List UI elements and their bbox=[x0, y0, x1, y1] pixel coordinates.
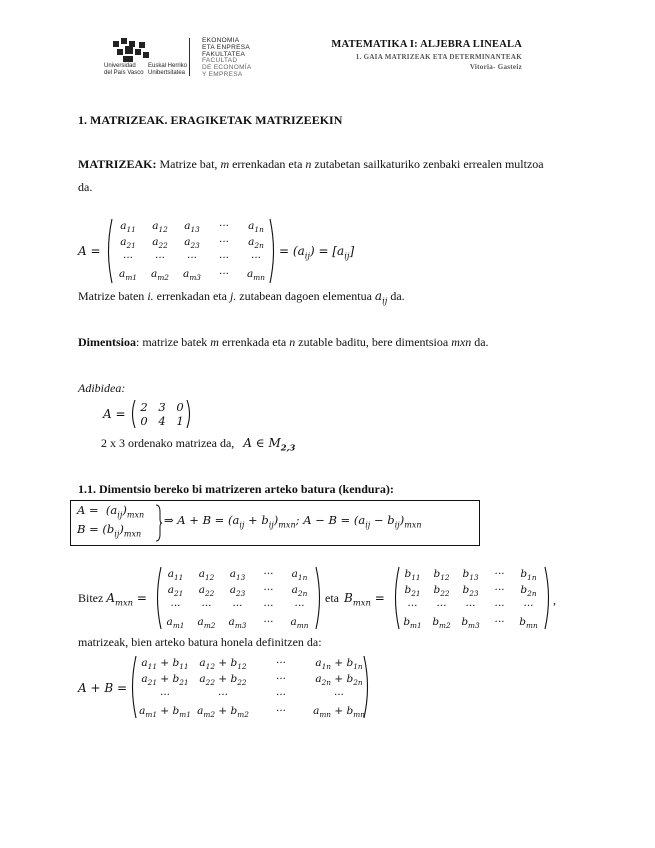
matrix-cell: ··· bbox=[494, 584, 505, 596]
b-matrix-grid bbox=[398, 568, 548, 630]
b-matrix-right-paren bbox=[543, 566, 553, 630]
matrix-cell: 1 bbox=[176, 414, 184, 428]
matrix-cell: ··· bbox=[436, 600, 447, 612]
matrix-cell: ··· bbox=[494, 568, 505, 580]
box-line-a: $A = (a_{ij})_{mxn}$ bbox=[77, 503, 145, 520]
matrix-cell: 0 bbox=[176, 400, 184, 414]
matrix-cell: $a_{1n} + b_{1n}$ bbox=[315, 657, 363, 672]
faculty-line: EKONOMIA bbox=[202, 37, 240, 44]
sum-sentence: matrizeak, bien arteko batura honela definitzen da: bbox=[78, 635, 322, 649]
matrizeak-paragraph-end: da. bbox=[78, 180, 93, 194]
matrix-cell: $a_{11} + b_{11}$ bbox=[141, 657, 189, 672]
trailing-comma: , bbox=[553, 593, 556, 607]
matrix-cell: $a_{22} + b_{22}$ bbox=[199, 673, 247, 688]
faculty-line: FACULTAD bbox=[202, 57, 238, 65]
bmxn-label: $B_{mxn}$ = bbox=[344, 591, 385, 608]
sum-matrix-grid bbox=[136, 657, 368, 719]
matrix-cell: ··· bbox=[201, 600, 212, 612]
text-run: zutabetan sailkaturiko zenbaki errealen multzoa bbox=[311, 157, 544, 171]
matrix-cell: $a_{12}$ bbox=[198, 568, 215, 583]
matrix-cell: ··· bbox=[494, 600, 505, 612]
matrix-cell: ··· bbox=[275, 705, 286, 717]
subsection-title: 1.1. Dimentsio bereko bi matrizeren arteko batura (kendura): bbox=[78, 482, 394, 496]
matrix-cell: $a_{21} + b_{21}$ bbox=[141, 673, 189, 688]
text-run: zutabean dagoen elementua bbox=[236, 289, 375, 303]
matrix-cell: ··· bbox=[333, 689, 344, 701]
var-m: m bbox=[210, 335, 219, 349]
matrix-cell: $a_{22}$ bbox=[198, 584, 215, 599]
general-matrix-grid bbox=[112, 220, 272, 284]
matrix-cell: $b_{21}$ bbox=[404, 584, 421, 599]
matrix-cell: ··· bbox=[154, 252, 165, 264]
text-run: errenkada eta bbox=[218, 335, 290, 349]
matrix-cell: ··· bbox=[523, 600, 534, 612]
matrix-cell: ··· bbox=[217, 689, 228, 701]
example-right-paren bbox=[185, 399, 193, 429]
matrix-cell: $a_{m2} + b_{m2}$ bbox=[197, 705, 249, 720]
dimentsioa-label: Dimentsioa bbox=[78, 335, 136, 349]
general-matrix-lhs: A = bbox=[78, 244, 101, 258]
example-label: Adibidea: bbox=[78, 381, 126, 395]
faculty-line: ETA ENPRESA bbox=[202, 43, 250, 51]
text-run: da. bbox=[471, 335, 489, 349]
var-m: m bbox=[220, 157, 230, 171]
matrix-cell: $b_{13}$ bbox=[462, 568, 479, 583]
matrix-cell: ··· bbox=[159, 689, 170, 701]
matrix-cell: $b_{11}$ bbox=[404, 568, 421, 583]
index-j: j. bbox=[229, 289, 237, 303]
matrix-cell: ··· bbox=[465, 600, 476, 612]
matrix-cell: ··· bbox=[407, 600, 418, 612]
logo-upv-line: Universidad bbox=[104, 63, 136, 69]
dimentsioa-paragraph bbox=[78, 335, 489, 350]
matrix-cell: ··· bbox=[275, 657, 286, 669]
element-aij: $a_{ij}$ bbox=[374, 289, 388, 306]
matrix-cell: $a_{m2}$ bbox=[151, 268, 169, 283]
text-run: Matrize baten bbox=[78, 289, 148, 303]
matrix-cell: $b_{m3}$ bbox=[461, 616, 480, 631]
example-matrix-lhs: A = bbox=[103, 407, 126, 421]
a-matrix-right-paren bbox=[314, 566, 324, 630]
matrix-cell: $a_{12}$ bbox=[152, 220, 168, 235]
text-run: zutable baditu, bere dimentsioa bbox=[295, 335, 452, 349]
matrix-cell: ··· bbox=[494, 616, 505, 628]
bitez-label bbox=[78, 591, 147, 607]
faculty-logo-text bbox=[202, 38, 252, 79]
matrizeak-label: MATRIZEAK: bbox=[78, 157, 157, 171]
matrix-cell: $b_{22}$ bbox=[433, 584, 450, 599]
matrix-cell: ··· bbox=[186, 252, 197, 264]
general-matrix-rhs: = $(a_{ij}) = [a_{ij}]$ bbox=[279, 244, 355, 261]
matrix-cell: ··· bbox=[232, 600, 243, 612]
matrix-cell: $a_{23}$ bbox=[229, 584, 246, 599]
text-run: da. bbox=[387, 289, 405, 303]
header-subtitle: 1. GAIA MATRIZEAK ETA DETERMINANTEAK bbox=[355, 53, 522, 61]
matrizeak-paragraph bbox=[78, 157, 544, 172]
matrix-cell: $b_{2n}$ bbox=[520, 584, 537, 599]
matrix-cell: $a_{mn} + b_{mn}$ bbox=[313, 705, 365, 720]
university-emblem-icon bbox=[113, 38, 153, 62]
element-sentence bbox=[78, 289, 405, 305]
matrix-cell: ··· bbox=[250, 252, 261, 264]
matrix-cell: $a_{21}$ bbox=[167, 584, 184, 599]
matrix-cell: $a_{2n}$ bbox=[248, 236, 264, 251]
definition-box bbox=[70, 500, 480, 546]
matrix-cell: $a_{m1}$ bbox=[119, 268, 137, 283]
logo-upv-line: del País Vasco bbox=[104, 70, 144, 76]
matrix-cell: ··· bbox=[275, 689, 286, 701]
matrix-cell: $b_{m2}$ bbox=[432, 616, 451, 631]
header-title: MATEMATIKA I: ALJEBRA LINEALA bbox=[331, 39, 522, 50]
index-i: i. bbox=[147, 289, 154, 303]
general-matrix-right-paren bbox=[268, 218, 278, 284]
faculty-line: DE ECONOMÍA bbox=[202, 64, 252, 72]
matrix-cell: $a_{m2}$ bbox=[197, 616, 216, 631]
matrix-cell: $a_{2n}$ bbox=[291, 584, 308, 599]
matrix-cell: $a_{13}$ bbox=[229, 568, 246, 583]
matrix-cell: $a_{12} + b_{12}$ bbox=[199, 657, 247, 672]
matrix-cell: $b_{23}$ bbox=[462, 584, 479, 599]
faculty-line: FAKULTATEA bbox=[202, 50, 246, 58]
var-n: n bbox=[289, 335, 296, 349]
matrix-cell: ··· bbox=[170, 600, 181, 612]
var-n: n bbox=[305, 157, 312, 171]
matrix-cell: $a_{21}$ bbox=[120, 236, 136, 251]
matrix-cell: $a_{1n}$ bbox=[248, 220, 264, 235]
matrix-cell: $a_{mn}$ bbox=[290, 616, 309, 631]
var-mxn: mxn bbox=[451, 335, 472, 349]
example-membership: A ∈ $M_{2,3}$ bbox=[243, 436, 296, 453]
matrix-cell: 0 bbox=[140, 414, 148, 428]
matrix-cell: ··· bbox=[275, 673, 286, 685]
matrix-cell: $a_{m1} + b_{m1}$ bbox=[139, 705, 191, 720]
matrix-cell: $a_{22}$ bbox=[152, 236, 168, 251]
logo-ehu-line: Euskal Herriko bbox=[148, 63, 188, 69]
matrix-cell: ··· bbox=[122, 252, 133, 264]
faculty-line: Y EMPRESA bbox=[202, 70, 243, 78]
matrix-cell: 2 bbox=[140, 400, 148, 414]
sum-matrix-lhs: A + B = bbox=[78, 681, 128, 695]
box-result: ⇒ $A + B = (a_{ij} + b_{ij})_{mxn}$; $A - B = (a_{ij} - b_{ij})_{mxn}$ bbox=[164, 513, 422, 530]
matrix-cell: ··· bbox=[218, 268, 229, 280]
matrix-cell: $a_{23}$ bbox=[184, 236, 200, 251]
example-caption-text: 2 x 3 ordenako matrizea da, bbox=[101, 436, 235, 450]
matrix-cell: $a_{m3}$ bbox=[183, 268, 201, 283]
matrix-cell: ··· bbox=[263, 568, 274, 580]
matrix-cell: $a_{11}$ bbox=[120, 220, 136, 235]
matrix-cell: $a_{2n} + b_{2n}$ bbox=[315, 673, 363, 688]
matrix-cell: ··· bbox=[263, 600, 274, 612]
matrix-cell: ··· bbox=[218, 220, 229, 232]
matrix-cell: $b_{12}$ bbox=[433, 568, 450, 583]
matrix-cell: $a_{1n}$ bbox=[291, 568, 308, 583]
eta-word: eta bbox=[325, 591, 339, 605]
matrix-cell: $b_{m1}$ bbox=[403, 616, 422, 631]
header-location: Vitoria- Gasteiz bbox=[469, 63, 522, 71]
matrix-cell: ··· bbox=[294, 600, 305, 612]
box-right-brace bbox=[155, 504, 163, 542]
matrix-cell: $a_{m3}$ bbox=[228, 616, 247, 631]
text-run: errenkadan eta bbox=[153, 289, 230, 303]
matrix-cell: $a_{13}$ bbox=[184, 220, 200, 235]
matrix-cell: ··· bbox=[263, 584, 274, 596]
a-matrix-grid bbox=[160, 568, 320, 630]
example-matrix-grid bbox=[135, 400, 189, 428]
matrix-cell: $b_{1n}$ bbox=[520, 568, 537, 583]
text-run: errenkadan eta bbox=[229, 157, 306, 171]
upv-ehu-logo bbox=[104, 38, 188, 82]
matrix-cell: ··· bbox=[263, 616, 274, 628]
matrix-cell: $a_{mn}$ bbox=[247, 268, 265, 283]
matrix-cell: ··· bbox=[218, 252, 229, 264]
example-caption bbox=[101, 436, 295, 452]
text-run: Matrize bat, bbox=[156, 157, 221, 171]
sum-matrix-right-paren bbox=[362, 655, 372, 719]
matrix-cell: $a_{11}$ bbox=[167, 568, 184, 583]
logo-divider bbox=[189, 38, 190, 76]
matrix-cell: 4 bbox=[158, 414, 166, 428]
section-title: 1. MATRIZEAK. ERAGIKETAK MATRIZEEKIN bbox=[78, 113, 343, 127]
matrix-cell: $b_{mn}$ bbox=[519, 616, 538, 631]
bitez-prefix: Bitez bbox=[78, 591, 107, 605]
matrix-cell: $a_{m1}$ bbox=[166, 616, 185, 631]
matrix-cell: ··· bbox=[218, 236, 229, 248]
amxn-label: $A_{mxn}$ = bbox=[106, 591, 147, 608]
matrix-cell: 3 bbox=[158, 400, 166, 414]
logo-ehu-line: Unibertsitatea bbox=[148, 70, 186, 76]
text-run: : matrize batek bbox=[136, 335, 211, 349]
box-line-b: $B = (b_{ij})_{mxn}$ bbox=[77, 522, 142, 539]
